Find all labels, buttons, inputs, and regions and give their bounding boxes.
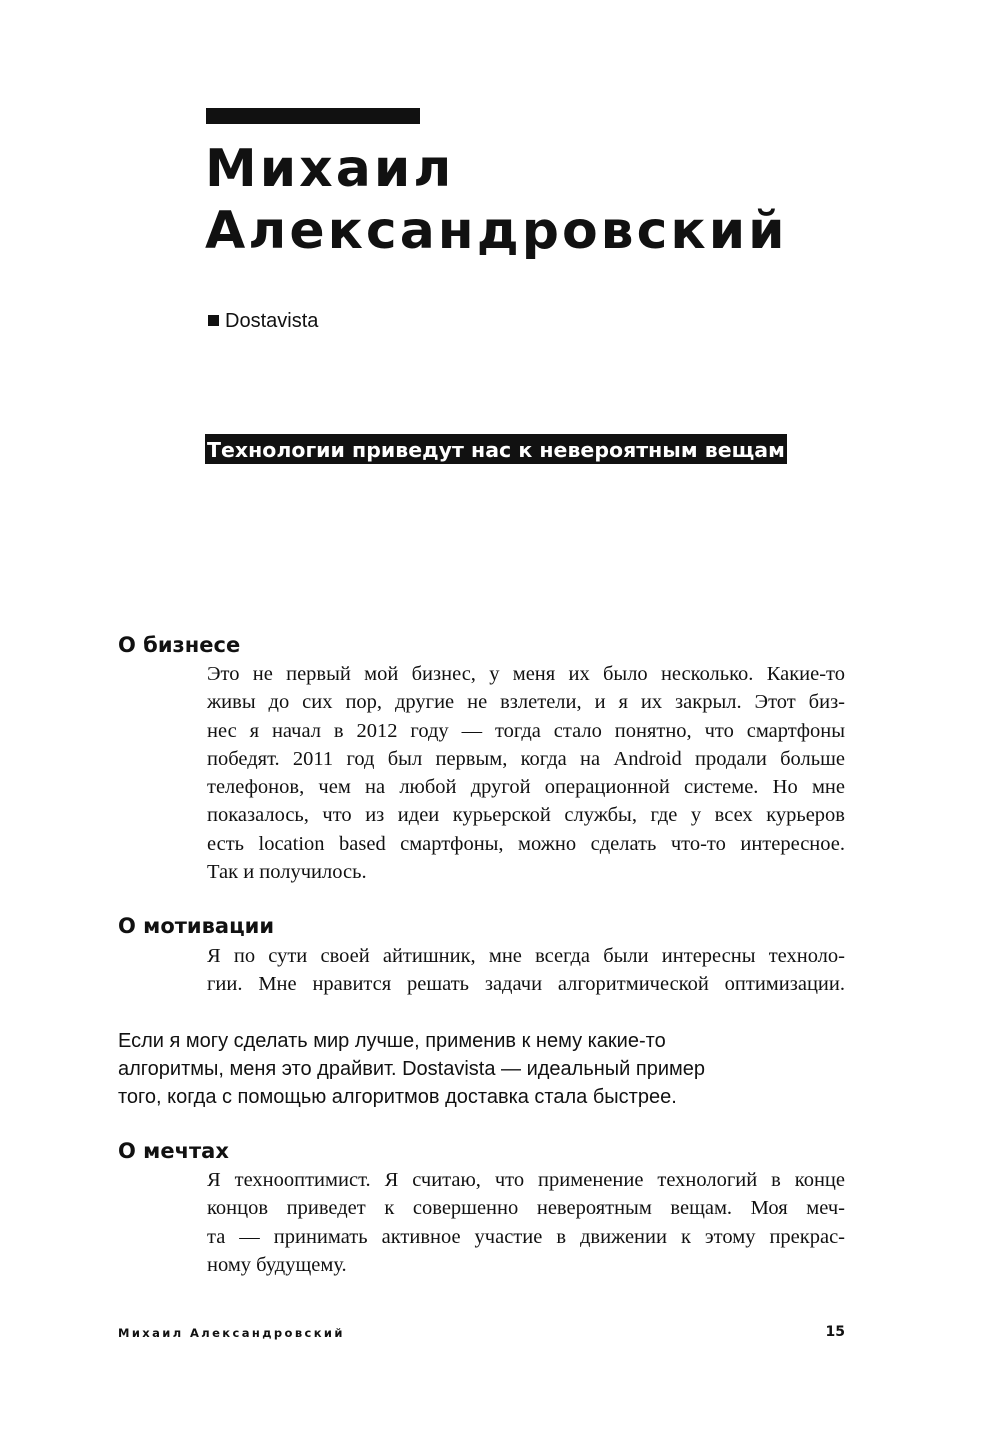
company-name: Dostavista	[225, 310, 319, 332]
paragraph-dreams	[207, 1166, 845, 1279]
text-line: алгоритмы, меня это драйвит. Dostavista — идеальный пример	[118, 1058, 706, 1080]
heading-business: О бизнесе	[118, 633, 241, 657]
text-line: та — принимать активное участие в движении к этому прекрас-	[207, 1225, 845, 1248]
paragraph-motivation-extra	[118, 1027, 758, 1111]
text-line: концов приведет к совершенно невероятным вещам. Моя меч-	[207, 1197, 845, 1220]
text-line: победят. 2011 год был первым, когда на Android продали больше	[207, 747, 845, 770]
text-line: гии. Мне нравится решать задачи алгоритмической оптимизации.	[207, 973, 845, 996]
heading-motivation: О мотивации	[118, 914, 275, 938]
text-line: того, когда с помощью алгоритмов доставка стала быстрее.	[118, 1086, 677, 1108]
text-line: Это не первый мой бизнес, у меня их было несколько. Какие-то	[207, 663, 845, 685]
title-line-1: Михаил	[205, 139, 455, 199]
text-line: телефонов, чем на любой другой операционной системе. Но мне	[207, 776, 845, 799]
company-label	[208, 308, 318, 334]
text-line: показалось, что из идеи курьерской службы, где у всех курьеров	[207, 804, 845, 827]
square-bullet-icon	[208, 315, 219, 326]
page-number: 15	[825, 1324, 845, 1340]
paragraph-business	[207, 660, 845, 886]
highlighted-quote: Технологии приведут нас к невероятным вещам	[205, 434, 787, 464]
text-line: Так и получилось.	[207, 861, 367, 884]
text-line: живы до сих пор, другие не взлетели, и я их закрыл. Этот биз-	[207, 691, 845, 714]
text-line: ному будущему.	[207, 1253, 347, 1276]
heading-dreams: О мечтах	[118, 1139, 229, 1163]
footer-author-name: Михаил Александровский	[118, 1326, 345, 1340]
text-line: Если я могу сделать мир лучше, применив к нему какие-то	[118, 1030, 666, 1052]
title-line-2: Александровский	[205, 201, 788, 261]
title-decoration-bar	[206, 108, 420, 124]
text-line: нес я начал в 2012 году — тогда стало понятно, что смартфоны	[207, 719, 845, 742]
text-line: есть location based смартфоны, можно сделать что-то интересное.	[207, 832, 845, 855]
paragraph-motivation	[207, 942, 845, 999]
text-line: Я по сути своей айтишник, мне всегда были интересны техноло-	[207, 945, 845, 967]
text-line: Я технооптимист. Я считаю, что применение технологий в конце	[207, 1169, 845, 1191]
page-title	[205, 138, 788, 262]
